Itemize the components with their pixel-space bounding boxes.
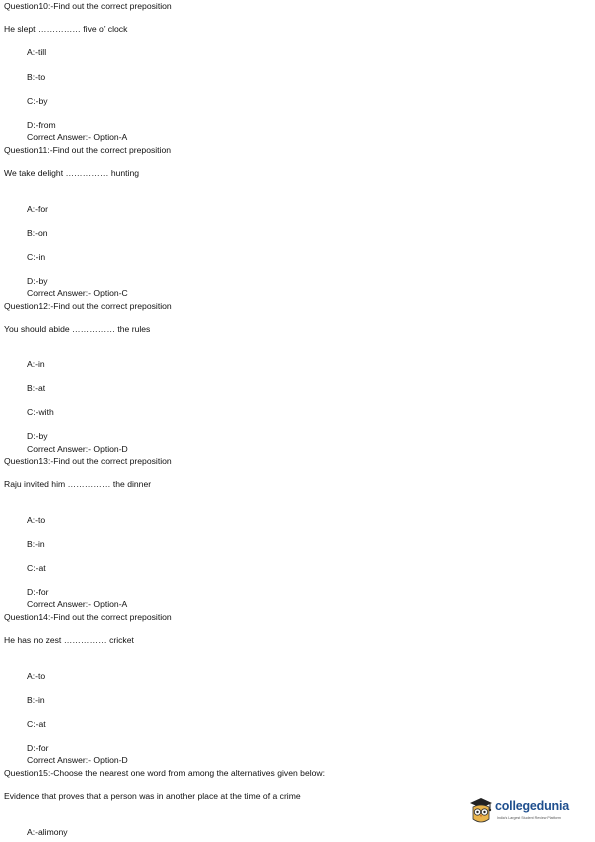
question-heading: Question13:-Find out the correct preposition — [4, 456, 172, 466]
option-a: A:-to — [27, 671, 46, 681]
option-b: B:-at — [27, 383, 46, 393]
correct-answer: Correct Answer:- Option-A — [27, 132, 128, 142]
option-d: D:-by — [27, 431, 48, 441]
option-b: B:-in — [27, 695, 45, 705]
option-a: A:-for — [27, 204, 49, 214]
option-d: D:-from — [27, 120, 56, 130]
option-c: C:-at — [27, 563, 46, 573]
question-sentence: He slept …………… five o’ clock — [4, 24, 128, 34]
option-c: C:-with — [27, 407, 54, 417]
option-c: C:-at — [27, 719, 46, 729]
option-d: D:-by — [27, 276, 48, 286]
correct-answer: Correct Answer:- Option-A — [27, 599, 128, 609]
option-b: B:-to — [27, 72, 46, 82]
question-heading: Question11:-Find out the correct preposition — [4, 145, 172, 155]
question-heading: Question10:-Find out the correct preposition — [4, 1, 172, 11]
question-sentence: We take delight …………… hunting — [4, 168, 140, 178]
correct-answer: Correct Answer:- Option-D — [27, 755, 128, 765]
option-d: D:-for — [27, 743, 49, 753]
option-a: A:-in — [27, 359, 45, 369]
option-b: B:-in — [27, 539, 45, 549]
question-sentence: He has no zest …………… cricket — [4, 635, 134, 645]
correct-answer: Correct Answer:- Option-D — [27, 444, 128, 454]
option-c: C:-by — [27, 96, 48, 106]
graduate-owl-icon — [468, 797, 494, 825]
brand-name: collegedunia — [495, 799, 570, 813]
collegedunia-logo — [468, 797, 572, 827]
question-sentence: You should abide …………… the rules — [4, 324, 151, 334]
question-heading: Question14:-Find out the correct preposition — [4, 612, 172, 622]
question-sentence: Raju invited him …………… the dinner — [4, 479, 152, 489]
brand-tagline: India's Largest Student Review Platform — [497, 816, 561, 820]
question-heading: Question12:-Find out the correct preposition — [4, 301, 172, 311]
correct-answer: Correct Answer:- Option-C — [27, 288, 128, 298]
question-heading: Question15:-Choose the nearest one word from among the alternatives given below: — [4, 768, 326, 778]
option-a: A:-alimony — [27, 827, 68, 837]
option-b: B:-on — [27, 228, 48, 238]
question-sentence: Evidence that proves that a person was in another place at the time of a crime — [4, 791, 301, 801]
option-a: A:-to — [27, 515, 46, 525]
option-c: C:-in — [27, 252, 46, 262]
option-d: D:-for — [27, 587, 49, 597]
option-a: A:-till — [27, 47, 47, 57]
